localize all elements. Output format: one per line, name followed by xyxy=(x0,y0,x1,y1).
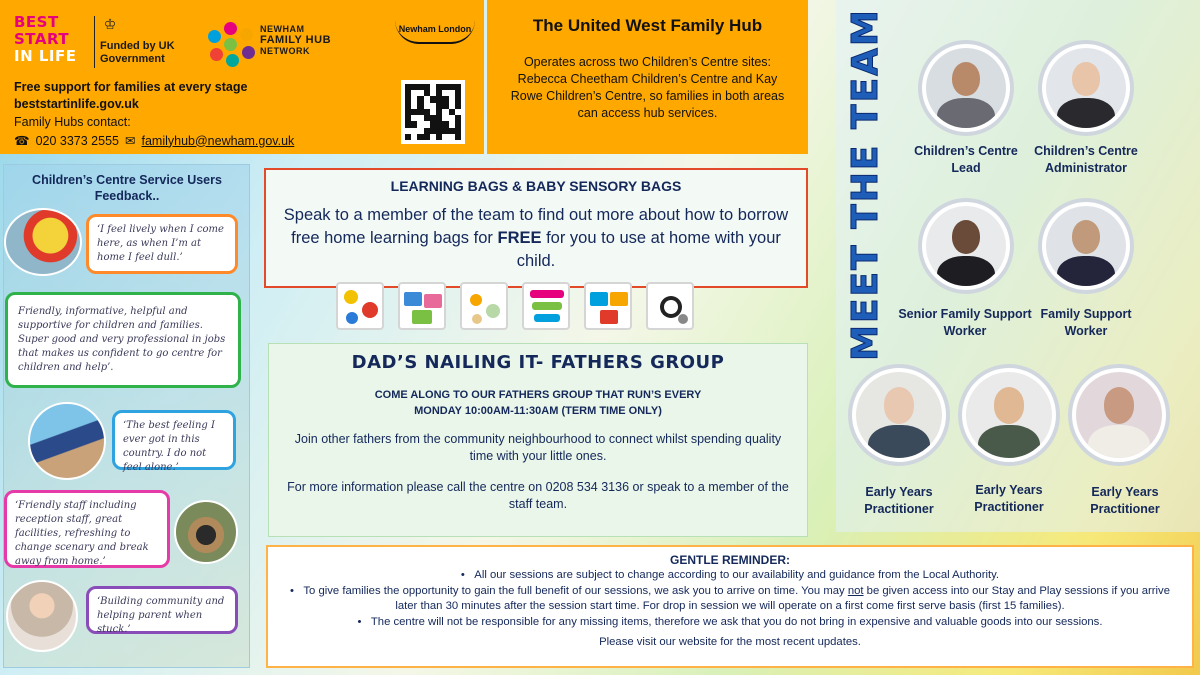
learning-bags-text xyxy=(278,204,794,273)
schedule-line-1: COME ALONG TO OUR FATHERS GROUP THAT RUN’S EVERY xyxy=(374,389,702,401)
schedule-line-2: MONDAY 10:00AM-11:30AM (TERM TIME ONLY) xyxy=(414,405,662,417)
fathers-group-title: DAD’S NAILING IT- FATHERS GROUP xyxy=(351,352,725,373)
team-member-photo-6 xyxy=(958,364,1060,466)
feedback-quote-4: ‘Friendly staff including reception staff, great facilities, refreshing to change scenary and break away from home.’ xyxy=(4,490,170,568)
reminder-item-1: • All our sessions are subject to change according to our availability and guidance from the Local Authority. xyxy=(460,569,1000,581)
team-member-photo-1 xyxy=(918,40,1014,136)
team-member-photo-2 xyxy=(1038,40,1134,136)
hubs-contact-label: Family Hubs contact: xyxy=(14,115,131,129)
team-member-role-1: Children’s Centre Lead xyxy=(914,144,1018,175)
team-member-photo-4 xyxy=(1038,198,1134,294)
contact-line xyxy=(14,133,294,148)
learning-bags-text-end: for you to use at home with your child. xyxy=(516,229,781,270)
qr-code[interactable] xyxy=(401,80,465,144)
fathers-group-schedule xyxy=(283,387,793,419)
reminder-item-2-end: be given access into our Stay and Play sessions if you arrive later than 30 minutes after the session start time. For drop in session we will operate on a first come first serve basis (first 15 families). xyxy=(395,585,1170,612)
learning-bag-image-2 xyxy=(398,282,446,330)
feedback-quote-3: ‘The best feeling I ever got in this country. I do not feel alone.’ xyxy=(112,410,236,470)
reminder-item-2-emphasis: not xyxy=(847,585,864,597)
team-member-photo-5 xyxy=(848,364,950,466)
fathers-group-panel xyxy=(268,343,808,537)
newham-london-logo: Newham London xyxy=(395,20,475,44)
reminder-item-2-start: To give families the opportunity to gain the full benefit of our sessions, we ask you to arrive on time. You may xyxy=(303,585,848,597)
feedback-quote-5: ‘Building community and helping parent when stuck.’ xyxy=(86,586,238,634)
team-member-role-7: Early Years Practitioner xyxy=(1090,485,1160,516)
fathers-group-contact: For more information please call the centre on 0208 534 3136 or speak to a member of the staff team. xyxy=(287,480,789,511)
network-line-2: FAMILY HUB xyxy=(260,34,332,46)
feedback-quote-2: Friendly, informative, helpful and supportive for children and families. Super good and very professional in jobs that makes us confident to go centre for children and help’. xyxy=(5,292,241,388)
fathers-group-description: Join other fathers from the community neighbourhood to connect whilst spending quality time with your little ones. xyxy=(294,432,782,463)
email-icon: ✉ xyxy=(125,134,136,148)
network-line-1: NEWHAM xyxy=(260,24,305,34)
feedback-quote-1: ‘I feel lively when I come here, as when I’m at home I feel dull.’ xyxy=(86,214,238,274)
reminder-title: GENTLE REMINDER: xyxy=(670,553,790,567)
feedback-title: Children’s Centre Service Users Feedback.. xyxy=(32,173,222,203)
meet-the-team-heading xyxy=(846,8,884,360)
logo-line-2: START xyxy=(14,30,70,48)
learning-bags-text-start: Speak to a member of the team to find out more about how to borrow free home learning bags for xyxy=(283,206,789,247)
reminder-website-note: Please visit our website for the most recent updates. xyxy=(599,636,861,648)
hub-info-panel xyxy=(487,0,808,154)
reminder-item-3-text: The centre will not be responsible for any missing items, therefore we ask that you do not bring in expensive and valuable goods into our sessions. xyxy=(370,616,1103,628)
network-line-3: NETWORK xyxy=(260,46,310,56)
sensory-bag-image-1 xyxy=(336,282,384,330)
family-hub-network-name xyxy=(260,24,331,57)
website-link[interactable]: beststartinlife.gov.uk xyxy=(14,97,139,111)
team-member-photo-7 xyxy=(1068,364,1170,466)
free-support-text: Free support for families at every stage xyxy=(14,80,248,94)
funded-by-text: Funded by UK Government xyxy=(100,40,175,65)
team-member-role-5: Early Years Practitioner xyxy=(864,485,934,516)
team-member-role-2: Children’s Centre Administrator xyxy=(1034,144,1138,175)
reminder-item-1-text: All our sessions are subject to change according to our availability and guidance from the Local Authority. xyxy=(474,569,1000,581)
logo-divider xyxy=(94,16,95,68)
qr-code-pattern xyxy=(405,84,461,140)
reminder-item-3: • The centre will not be responsible for any missing items, therefore we ask that you do not bring in expensive and valuable goods into our sessions. xyxy=(357,616,1103,628)
child-photo-2 xyxy=(28,402,106,480)
learning-bags-free: FREE xyxy=(497,229,542,247)
phone-icon: ☎ xyxy=(14,134,30,148)
best-start-in-life-logo xyxy=(14,14,92,70)
learning-bags-title: LEARNING BAGS & BABY SENSORY BAGS xyxy=(390,178,682,194)
phone-number[interactable]: 020 3373 2555 xyxy=(35,133,119,148)
email-link[interactable]: familyhub@newham.gov.uk xyxy=(141,133,295,148)
reminder-item-2: • To give families the opportunity to gain the full benefit of our sessions, we ask you to arrive on time. You may not be given access into our Stay and Play sessions if you arrive later than 30 minutes after the session start time. For drop in session we will operate on a first come first serve basis (first 15 families). xyxy=(290,585,1170,612)
learning-bags-images xyxy=(336,282,716,332)
panda-sensory-bag-image xyxy=(646,282,694,330)
qr-cell xyxy=(455,134,461,140)
team-member-role-3: Senior Family Support Worker xyxy=(898,307,1032,338)
learning-bags-panel xyxy=(264,168,808,288)
family-hub-network-logo-icon xyxy=(206,22,256,68)
hub-description: Operates across two Children’s Centre sites: Rebecca Cheetham Children’s Centre and Kay Rowe Children’s Centre, so families in both areas can access hub services. xyxy=(510,55,785,120)
logo-line-1: BEST xyxy=(14,13,59,31)
learning-bag-image-5 xyxy=(584,282,632,330)
hub-title: The United West Family Hub xyxy=(532,16,763,35)
logo-line-3: IN LIFE xyxy=(14,47,77,65)
crown-crest-icon: ♔ xyxy=(103,16,117,32)
learning-bag-image-4 xyxy=(522,282,570,330)
playground-photo xyxy=(174,500,238,564)
team-heading-text: MEET THE TEAM xyxy=(844,7,886,361)
learning-bag-image-3 xyxy=(460,282,508,330)
toddler-photo xyxy=(6,580,78,652)
team-member-role-6: Early Years Practitioner xyxy=(974,483,1044,514)
team-member-photo-3 xyxy=(918,198,1014,294)
gentle-reminder-panel xyxy=(266,545,1194,668)
child-photo-1 xyxy=(4,208,82,276)
team-member-role-4: Family Support Worker xyxy=(1040,307,1132,338)
